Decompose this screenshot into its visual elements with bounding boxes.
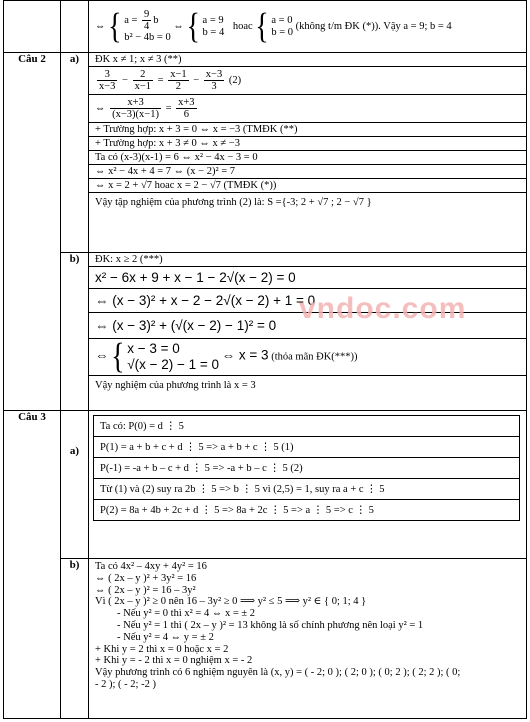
solution-set: Vậy tập nghiệm của phương trình (2) là: S ={-3; 2 + √7 ; 2 − √7 } <box>95 197 372 208</box>
proof-line: P(2) = 8a + 4b + 2c + d ⋮ 5 => 8a + 2c ⋮ 5 => a ⋮ 5 => c ⋮ 5 <box>100 505 374 516</box>
system-1: a = $\frac{9}{4}$ b b² − 4b = 0 <box>124 9 171 43</box>
proof-line: Từ (1) và (2) suy ra 2b ⋮ 5 => b ⋮ 5 vì (2,5) = 1, suy ra a + c ⋮ 5 <box>94 479 519 500</box>
document-page <box>3 0 527 722</box>
proof-line: P(-1) = -a + b – c + d ⋮ 5 => -a + b – c ⋮ 5 (2) <box>94 458 519 479</box>
proof-line: - Nếu y² = 4 ⇔ y = ± 2 <box>117 631 214 643</box>
part-b-content <box>89 559 527 719</box>
proof-line: ⇔ ( 2x – y )² = 16 – 3y² <box>95 584 196 596</box>
proof-line: Vì ( 2x – y )² ≥ 0 nên 16 – 3y² ≥ 0 ⟹ y² ≤ 5 ⟹ y² ∈ { 0; 1; 4 } <box>95 596 367 608</box>
empty-cell <box>61 1 89 53</box>
proof-box <box>93 415 520 521</box>
conclusion-text: Vậy nghiệm của phương trình là x = 3 <box>95 380 256 391</box>
equation-line: x² − 6x + 9 + x − 1 − 2√(x − 2) = 0 <box>89 267 526 289</box>
condition-line: ĐK x ≠ 1; x ≠ 3 (**) <box>89 53 526 67</box>
equation-line: ⇔ (x − 3)² + (√(x − 2) − 1)² = 0 <box>89 313 526 339</box>
part-label: b) <box>61 559 89 719</box>
question-label: Câu 2 <box>4 53 61 411</box>
part-label: a) <box>61 53 89 253</box>
proof-line: Ta có: P(0) = d ⋮ 5 <box>94 416 519 437</box>
derivation-line: Ta có (x-3)(x-1) = 6 ⇔ x² − 4x − 3 = 0 <box>89 151 526 165</box>
system-3: a = 0 b = 0 <box>271 14 294 38</box>
empty-cell <box>4 1 61 53</box>
equation-line: ⇔ (x − 3)² + x − 2 − 2√(x − 2) + 1 = 0 <box>89 289 526 313</box>
proof-line: Ta có 4x² – 4xy + 4y² = 16 <box>95 561 207 572</box>
part-b-content <box>89 253 527 411</box>
proof-line: + Khi y = 2 thì x = 0 hoặc x = 2 <box>95 643 229 655</box>
proof-line: - Nếu y² = 1 thì ( 2x – y )² = 13 không là số chính phương nên loại y² = 1 <box>117 619 424 631</box>
condition-line: ĐK: x ≥ 2 (***) <box>89 253 526 267</box>
case-2: + Trường hợp: x + 3 ≠ 0 ⇔ x ≠ −3 <box>89 137 526 151</box>
derivation-line: ⇔ x² − 4x + 4 = 7 ⇔ (x − 2)² = 7 <box>89 165 526 179</box>
proof-lines <box>95 561 520 691</box>
proof-line: Vậy phương trình có 6 nghiệm nguyên là (x, y) = ( - 2; 0 ); ( 2; 0 ); ( 0; 2 ); ( 2; 2 ); ( 0; <box>95 667 461 679</box>
derivation-line: ⇔ x = 2 + √7 hoac x = 2 − √7 (TMĐK (*)) <box>89 179 526 193</box>
proof-line: ⇔ ( 2x – y )² + 3y² = 16 <box>95 572 197 584</box>
proof-line: - Nếu y² = 0 thì x² = 4 ⇔ x = ± 2 <box>117 608 256 620</box>
top-system-cell: ⇔ { a = $\frac{9}{4}$ b b² − 4b = 0 ⇔ { a = 9 b = 4 hoac { a = 0 b = 0 (không t/m ĐK (*)). Vậy a = 9; b = 4 <box>89 1 527 53</box>
part-label: a) <box>61 411 89 559</box>
equation-2: $\frac{3}{x-3}$ − $\frac{2}{x-1}$ = $\frac{x-1}{2}$ − $\frac{x-3}{3}$ (2) <box>89 67 526 95</box>
solution-table <box>3 0 527 719</box>
part-a-content <box>89 53 527 253</box>
case-1: + Trường hợp: x + 3 = 0 ⇔ x = −3 (TMĐK (**) <box>89 123 526 137</box>
proof-line: + Khi y = - 2 thì x = 0 nghiệm x = - 2 <box>95 655 253 667</box>
conclusion-text: (không t/m ĐK (*)). Vậy a = 9; b = 4 <box>295 20 452 32</box>
watermark-logo: vndoc.com <box>299 292 467 325</box>
equation-2-simplified: ⇔ $\frac{x+3}{(x-3)(x-1)}$ = $\frac{x+3}{6}$ <box>89 95 526 123</box>
system-2: a = 9 b = 4 <box>202 14 225 38</box>
system-line: ⇔ { x − 3 = 0 √(x − 2) − 1 = 0 ⇔ x = 3 (thỏa mãn ĐK(***)) <box>89 339 526 376</box>
part-a-content <box>89 411 527 559</box>
part-label: b) <box>61 253 89 411</box>
question-label: Câu 3 <box>4 411 61 719</box>
proof-line: - 2 ); ( - 2; -2 ) <box>95 678 156 690</box>
proof-line: P(1) = a + b + c + d ⋮ 5 => a + b + c ⋮ 5 (1) <box>94 437 519 458</box>
